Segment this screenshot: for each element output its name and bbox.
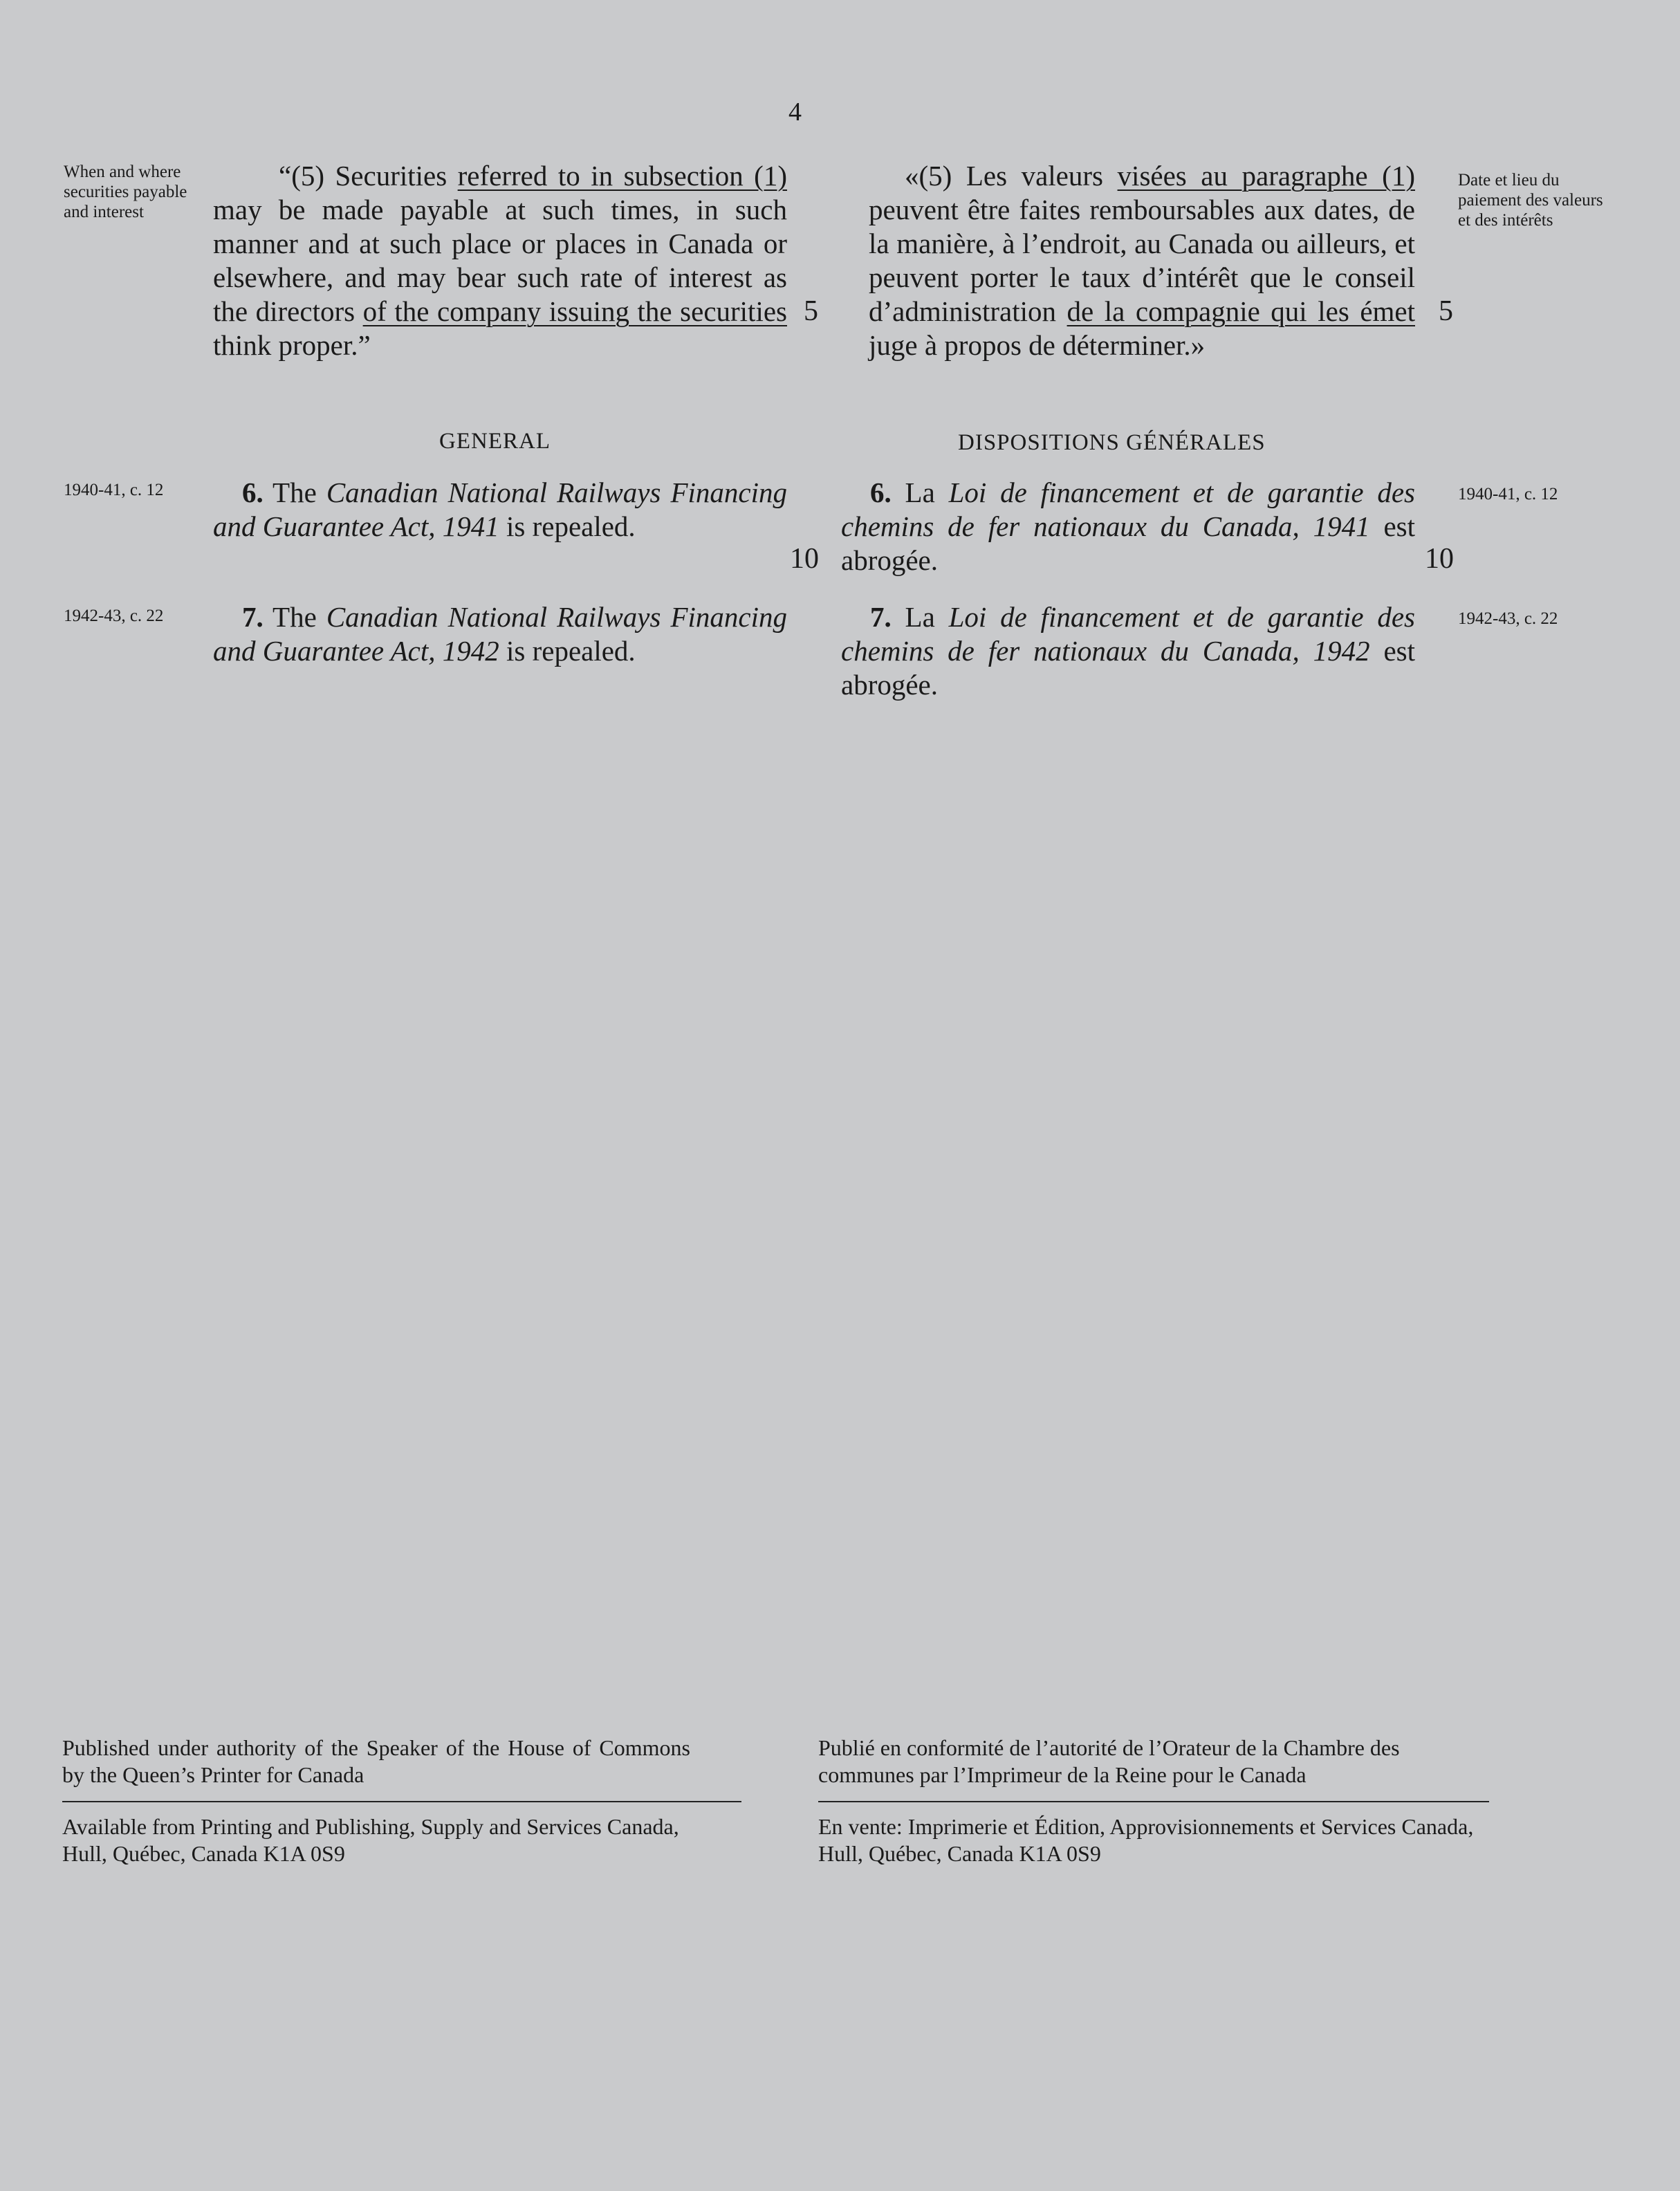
margin-note-securities-en: When and where securities payable and interest (64, 163, 187, 221)
section-6-number-fr: 6. (870, 477, 892, 508)
securities-open-en: “(5) Securities (279, 160, 458, 192)
section-7-en (213, 600, 787, 668)
page-number: 4 (788, 98, 802, 127)
heading-dispositions-generales: DISPOSITIONS GÉNÉRALES (958, 430, 1266, 455)
securities-close-en: think proper.” (213, 329, 371, 361)
securities-underline-1-en: referred to in subsection (1) (457, 160, 787, 192)
section-7-act-fr: Loi de financement et de garantie des chemins de fer nationaux du Canada, 1942 (841, 601, 1415, 667)
section-6-number-en: 6. (242, 477, 264, 508)
securities-open-fr: «(5) Les valeurs (905, 160, 1118, 192)
securities-underline-2-en: of the company issuing the securities (362, 295, 787, 327)
section-7-la-fr: La (891, 601, 949, 633)
section-6-fr (841, 476, 1415, 577)
section-6-the-en: The (263, 477, 326, 508)
margin-note-s6-fr: 1940-41, c. 12 (1458, 485, 1558, 503)
heading-general: GENERAL (439, 429, 551, 454)
footer-published-fr: Publié en conformité de l’autorité de l’Orateur de la Chambre des communes par l’Imprimeur de la Reine pour le Canada (818, 1735, 1400, 1787)
section-7-the-en: The (263, 601, 326, 633)
margin-note-s7-en: 1942-43, c. 22 (64, 607, 164, 625)
footer-rule-fr (818, 1801, 1489, 1802)
section-6-en (213, 476, 787, 544)
margin-note-s7-fr: 1942-43, c. 22 (1458, 609, 1558, 628)
line-number-10-left: 10 (790, 543, 819, 575)
section-6-act-en: Canadian National Railways Financing and Guarantee Act, 1941 (213, 477, 787, 542)
section-6-la-fr: La (891, 477, 949, 508)
securities-underline-1-fr: visées au paragraphe (1) (1117, 160, 1415, 192)
securities-mid-en: may be made payable at such times, in such manner and at such place or places in Canada or elsewhere, and may bear such rate of interest as the directors (213, 194, 787, 327)
securities-underline-2-fr: de la compagnie qui les émet (1067, 295, 1415, 327)
securities-paragraph-en (213, 159, 787, 362)
section-7-act-en: Canadian National Railways Financing and Guarantee Act, 1942 (213, 601, 787, 667)
footer-available-fr: En vente: Imprimerie et Édition, Approvisionnements et Services Canada, Hull, Québec, Canada K1A 0S9 (818, 1814, 1474, 1866)
section-7-number-fr: 7. (870, 601, 892, 633)
footer-rule-en (62, 1801, 741, 1802)
securities-close-fr: juge à propos de déterminer.» (869, 329, 1206, 361)
securities-mid-fr: peuvent être faites remboursables aux dates, de la manière, à l’endroit, au Canada ou ailleurs, et peuvent porter le taux d’intérêt que le conseil d’administration (869, 194, 1415, 327)
footer-available-en: Available from Printing and Publishing, Supply and Services Canada, Hull, Québec, Canada K1A 0S9 (62, 1814, 679, 1866)
section-6-act-fr: Loi de financement et de garantie des chemins de fer nationaux du Canada, 1941 (841, 477, 1415, 542)
section-7-rest-fr: est abrogée. (841, 635, 1416, 701)
margin-note-s6-en: 1940-41, c. 12 (64, 481, 164, 499)
line-number-5-left: 5 (804, 295, 818, 327)
margin-note-securities-fr: Date et lieu du paiement des valeurs et des intérêts (1458, 171, 1603, 230)
line-number-10-right: 10 (1425, 543, 1454, 575)
section-7-number-en: 7. (242, 601, 264, 633)
securities-paragraph-fr (869, 159, 1415, 362)
section-6-rest-fr: est abrogée. (841, 510, 1416, 576)
section-6-rest-en: is repealed. (499, 510, 636, 542)
line-number-5-right: 5 (1439, 295, 1453, 327)
section-7-rest-en: is repealed. (499, 635, 636, 667)
footer-published-en: Published under authority of the Speaker of the House of Commons by the Queen’s Printer for Canada (62, 1735, 690, 1787)
section-7-fr (841, 600, 1415, 702)
